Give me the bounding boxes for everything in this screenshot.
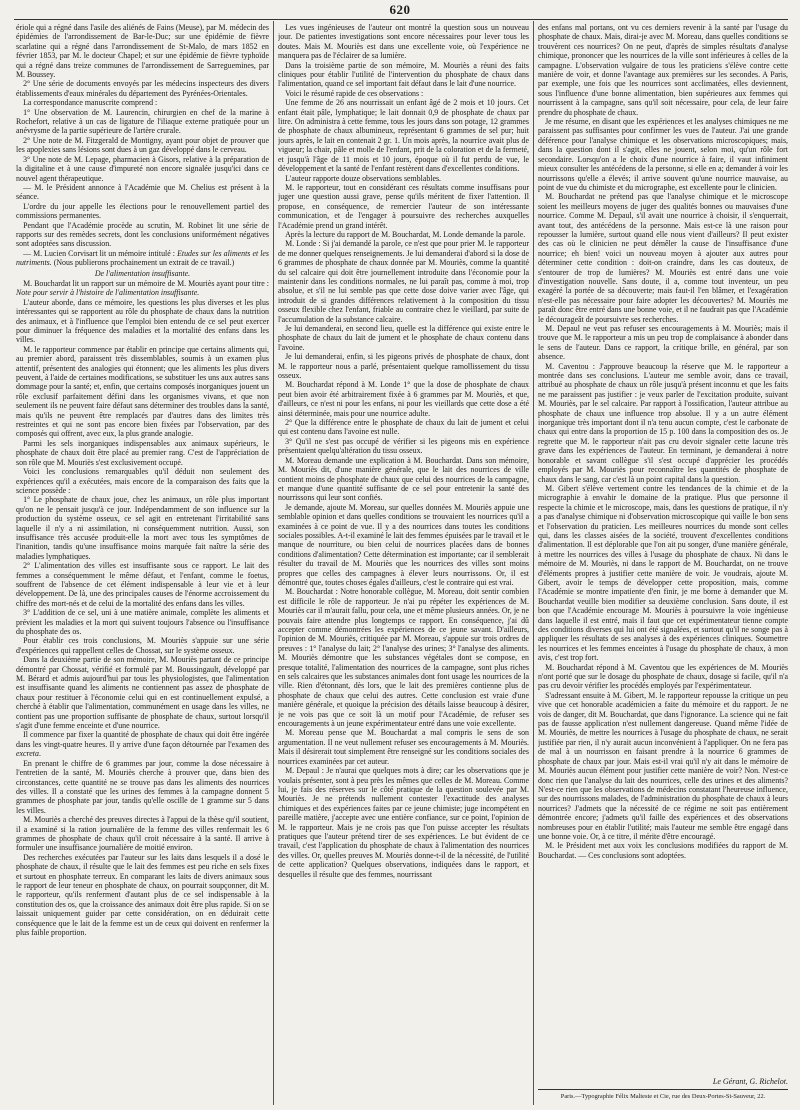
paragraph: Parmi les sels inorganiques indispensables aux animaux supérieurs, le phosphate de chaux doit être placé au premier rang. C'est de l'appréciation de son rôle que M. Mouriès s'est exclusivement occupé.	[16, 438, 269, 467]
paragraph: Une femme de 26 ans nourrissait un enfant âgé de 2 mois et 10 jours. Cet enfant était pâle, lymphatique; le lait donnait 0,9 de phosphate de chaux par litre. On administra à cette femme, tous les jours dans son potage, 12 grammes de phosphate de chaux albumineux, représentant 6 grammes de sel pur; huit jours après, le lait en contenait 2 gr. 1. Un mois après, la nourrice avait plus de vigueur; la chair, pâle et molle de l'enfant, prit de la coloration et de la fermeté, et jusqu'à l'âge de 11 mois et 10 jours, époque où il fut perdu de vue, le développement et la santé de l'enfant restèrent dans d'excellentes conditions.	[278, 98, 529, 174]
paragraph: 1° Une observation de M. Laurencin, chirurgien en chef de la marine à Rochefort, relative à un cas de ligature de l'iliaque externe pratiquée pour un anévrysme de la partie supérieure de l'artère crurale.	[16, 107, 269, 136]
paragraph: 2° Une série de documents envoyés par les médecins inspecteurs des divers établissements d'eaux minérales du département des Pyrénées-Orientales.	[16, 79, 269, 98]
paragraph: Je me résume, en disant que les expériences et les analyses chimiques ne me paraissent pas suffisantes pour confirmer les vues de l'auteur. J'ai une grande déférence pour l'analyse chimique et les observations microscopiques; mais, dans la question dont il s'agit, elles ne jouent, selon moi, qu'un rôle fort secondaire. Lorsqu'on a le choix d'une nourrice à faire, il vaut infiniment mieux consulter les antécédens de la personne, si elle en a; demander à voir les nourrissons qu'elle a élevés; il arrive souvent qu'une nourrice mauvaise, au point de vue du chimiste et du micrographe, est excellente pour le clinicien.	[538, 117, 788, 192]
paragraph: S'adressant ensuite à M. Gibert, M. le rapporteur repousse la critique un peu vive que cet honorable académicien a faite du mémoire et du rapport. Je ne vois de danger, dit M. Bouchardat, que dans l'ignorance. La science qui ne fait pas de fausse application n'est nullement dangereuse. Quand même l'idée de M. Mouriès, de mettre les nourrices à l'usage du phosphate de chaux, ne serait justifiée par rien, il n'y aurait aucun inconvénient à l'appliquer. On ne fera pas de mal à un nourrisson en faisant prendre à la nourrice 6 grammes de phosphate de chaux par jour. Mais est-il vrai qu'il n'y ait dans le mémoire de M. Mouriès aucun élément pour justifier cette manière de voir? Non. N'est-ce donc rien que l'analyse du lait des nourrices, celle des urines et des aliments? N'est-ce rien que les observations de médecins constatant l'heureuse influence, sur des nourrissons malades, de l'administration du phosphate de chaux à leurs nourrices? J'admets que la nécessité de ce régime ne soit pas entièrement démontrée encore; j'admets qu'il faille des expériences et des observations nombreuses pour en établir l'utilité; mais l'auteur me semble être engagé dans une bonne voie. Or, à ce titre, il mérite d'être encouragé.	[538, 690, 788, 841]
paragraph-text: Il commence par fixer la quantité de phosphate de chaux qui doit être ingérée dans les vingt-quatre heures. Il y arrive d'une façon détournée par l'examen des	[16, 730, 269, 749]
paragraph: M. Moreau pense que M. Bouchardat a mal compris le sens de son argumentation. Il ne veut nullement refuser ses encouragements à M. Mouriès. Mais il désirerait tout simplement être renseigné sur les conditions sociales des nourrices examinées par cet auteur.	[278, 728, 529, 766]
paragraph: M. le Président met aux voix les conclusions modifiées du rapport de M. Bouchardat. — Ces conclusions sont adoptées.	[538, 841, 788, 860]
paragraph: — M. le Président annonce à l'Académie que M. Chelius est présent à la séance.	[16, 182, 269, 202]
paragraph: M. Moreau demande une explication à M. Bouchardat. Dans son mémoire, M. Mouriès dit, d'une manière générale, que le lait des nourrices de ville contient moins de phosphate de chaux que celui des nourrices de la campagne, et manque d'une quantité suffisante de ce sel pour entretenir la santé des nourrissons qui leur sont confiés.	[278, 455, 529, 503]
paragraph: M. le rapporteur commence par établir en principe que certains aliments qui, au premier abord, paraissent très dissemblables, soumis à un examen plus attentif, présentent des analogies qui étonnent; que les aliments les plus divers peuvent, à l'aide de certaines modifications, se substituer les uns aux autres sans dommage pour la santé; et, enfin, que certains composés inorganiques jouent un rôle exclusif parfaitement défini dans les organismes vivans, et que non seulement ils ne peuvent faire défaut sans déterminer des troubles dans la santé, mais qu'ils ne peuvent être remplacés par d'autres dans des limites très restreintes et qui ne sont pas encore bien fixées par l'observation, par des composés qui offrent, avec eux, la plus grande analogie.	[16, 344, 269, 439]
paragraph: Je lui demanderai, enfin, si les pigeons privés de phosphate de chaux, dont M. le rapporteur nous a parlé, présentaient quelque ramollissement du tissu osseux.	[278, 352, 529, 381]
paragraph: L'ordre du jour appelle les élections pour le renouvellement partiel des commissions permanentes.	[16, 201, 269, 221]
paragraph-text: .	[38, 749, 41, 759]
paragraph: 2° Que la différence entre le phosphate de chaux du lait de jument et celui qui est contenu dans l'avoine est nulle.	[278, 418, 529, 437]
paragraph: M. le rapporteur, tout en considérant ces résultats comme insuffisans pour juger une question aussi grave, pense qu'ils méritent de fixer l'attention. Il propose, en conséquence, de remercier l'auteur de son intéressante communication, et de l'engager à poursuivre des recherches auxquelles l'Académie prend un grand intérêt.	[278, 182, 529, 230]
paragraph-text: (Nous publierons prochainement un extrait de ce travail.)	[51, 258, 235, 268]
paragraph: M. Depaul : Je n'aurai que quelques mots à dire; car les observations que je voulais présenter, sont à peu près les mêmes que celles de M. Moreau. Comme lui, je fais des réserves sur le côté pratique de la question soulevée par M. Mouriès. Je ne prétends nullement contester l'exactitude des analyses chimiques et des expériences faites par ce jeune chimiste; juge incompétent en pareille matière, j'accepte avec une entière confiance, sur ce point, l'opinion de M. le rapporteur. Mais je ne crois pas que l'on puisse accepter les résultats pratiques que l'auteur prétend tirer de ses expériences. Le but évident de ce travail, c'est l'application du phosphate de chaux à l'alimentation des nourrices des villes. Or, quelles preuves M. Mouriès donne-t-il de la nécessité, de l'utilité de cette application? Quelques observations, indiquées dans le rapport, et desquelles il résulte que des femmes, nourrissant	[278, 766, 529, 879]
memoir-title: Note pour servir à l'histoire de l'alimentation insuffisante.	[16, 288, 200, 298]
paragraph: Dans la deuxième partie de son mémoire, M. Mouriès partant de ce principe démontré par Chossat, vérifié et formulé par M. Boussingault, développé par M. Bérard et admis aujourd'hui par tous les physiologistes, que l'alimentation est insuffisante quand les aliments ne contiennent pas assez de phosphate de chaux pour restituer à l'économie celui qui en est continuellement expulsé, a cherché à établir que l'alimentation, communément en usage dans les villes, ne contient pas une proportion suffisante de phosphate de chaux, surtout lorsqu'il s'agit d'une femme enceinte et d'une nourrice.	[16, 655, 269, 731]
paragraph: Pendant que l'Académie procède au scrutin, M. Robinet lit une série de rapports sur des remèdes secrets, dont les conclusions uniformément négatives sont adoptées sans discussion.	[16, 220, 269, 249]
paragraph: 2° Une note de M. Fitzgerald de Montigny, ayant pour objet de prouver que les apoplexies sans lésions sont dues à un gaz développé dans le cerveau.	[16, 135, 269, 155]
paragraph: En prenant le chiffre de 6 grammes par jour, comme la dose nécessaire à l'entretien de la santé, M. Mouriès cherche à prouver que, dans bien des circonstances, cette quantité ne se trouve pas dans les aliments des nourrices des villes. Il a constaté que les urines des femmes à la campagne donnent 5 grammes de phosphate par jour, tandis qu'elle oscille de 1 gramme sur 5 dans les villes.	[16, 758, 269, 815]
paragraph-text: M. Bouchardat lit un rapport sur un mémoire de M. Mouriès ayant pour titre :	[23, 278, 269, 288]
paragraph	[16, 279, 269, 298]
paragraph: Voici le résumé rapide de ces observations :	[285, 88, 424, 98]
header-rule	[14, 19, 788, 20]
paragraph: M. Bouchardat : Notre honorable collègue, M. Moreau, doit sentir combien est difficile le rôle de rapporteur. Je n'ai pu répéter les expériences de M. Mouriès car il m'aurait fallu, pour cela, une et même plusieurs années. Or, je ne pouvais faire attendre plus longtemps ce rapport. En conséquence, j'ai dû accepter comme démontrées les expériences de ce jeune savant. D'ailleurs, l'opinion de M. Mouriès, critiquée par M. Moreau, s'appuie sur trois ordres de preuves : 1° l'analyse du lait; 2° l'analyse des urines; 3° l'analyse des aliments. M. Mouriès démontre que les substances végétales dont se compose, en presque totalité, l'alimentation des nourrices de la campagne, sont plus riches en sels calcaires que les substances animales dont font usage les nourrices de la ville. Rien d'étonnant, dès lors, que le lait des premières contienne plus de phosphate de chaux que celui des autres. Cette conclusion est vraie d'une manière générale, et quoique la précision des détails laisse beaucoup à désirer, je ne vois pas que ce soit là un motif pour l'Académie, de refuser ses encouragements à un jeune expérimentateur entré dans une voie excellente.	[278, 587, 529, 729]
paragraph-text: — M. Lucien Corvisart lit un mémoire intitulé :	[23, 248, 178, 258]
paragraph: M. Bouchardat répond à M. Londe 1° que la dose de phosphate de chaux peut bien avoir été arbitrairement fixée à 6 grammes par M. Mouriès, et que, d'ailleurs, ce n'est ni pour les enfans, ni pour les vieillards que cette dose a été ainsi déterminée, mais pour une nourrice adulte.	[278, 380, 529, 418]
column-3	[538, 23, 788, 1075]
paragraph: 3° Qu'il ne s'est pas occupé de vérifier si les pigeons mis en expérience présentaient quelqu'altération du tissu osseux.	[278, 436, 529, 456]
paragraph: M. Bouchardat répond à M. Caventou que les expériences de M. Mouriès n'ont porté que sur le dosage du phosphate de chaux, dosage si facile, qu'il n'a pas cru devoir vérifier les procédés employés par l'expérimentateur.	[538, 662, 788, 691]
paragraph: M. Depaul ne veut pas refuser ses encouragements à M. Mouriès; mais il trouve que M. le rapporteur a mis un peu trop de complaisance à abonder dans le sens de l'auteur. Dans ce rapport, la critique brille, en général, par son absence.	[538, 324, 788, 362]
column-1	[16, 23, 269, 1105]
paragraph: Je lui demanderai, en second lieu, quelle est la différence qui existe entre le phosphate de chaux du lait de jument et le phosphate de chaux contenu dans l'avoine.	[278, 324, 529, 352]
column-2	[278, 23, 529, 1105]
editor-signature: Le Gérant, G. Richelot.	[712, 1077, 788, 1086]
footer-rule	[538, 1089, 788, 1090]
paragraph: Les vues ingénieuses de l'auteur ont montré la question sous un nouveau jour. De patientes investigations sont encore nécessaires pour lever tous les doutes. Mais M. Mouriès est dans une excellente voie, où l'expérience ne manquera pas de l'éclairer de sa lumière.	[278, 23, 529, 61]
paragraph: La correspondance manuscrite comprend :	[23, 98, 158, 108]
paragraph	[16, 730, 269, 758]
paragraph: M. Mouriès a cherché des preuves directes à l'appui de la thèse qu'il soutient, il a examiné si la ration journalière de la femme des villes renfermait les 6 grammes de phosphate de chaux qu'il croit nécessaire à la santé. Il arrive à formuler une insuffisance journalière de moitié environ.	[16, 815, 269, 853]
paragraph: 2° L'alimentation des villes est insuffisante sous ce rapport. Le lait des femmes a conséquemment le même défaut, et l'enfant, comme le foetus, souffrent de l'absence de cet élément indispensable à leur vie et à leur développement. De là, une des principales causes de l'énorme accroissement du chiffre des mort-nés et de celui de la mortalité des enfans dans les villes.	[16, 561, 269, 608]
memoir-title: Etudes sur les aliments et les nutriments.	[16, 248, 269, 268]
paragraph: Voici les conclusions remarquables qu'il déduit non seulement des expériences qu'il a exécutées, mais encore de la comparaison des faits que la science possède :	[16, 467, 269, 495]
paragraph: M. Bouchardat ne prétend pas que l'analyse chimique et le microscope soient les meilleurs moyens de juger des qualités bonnes ou mauvaises d'une nourrice. Comme M. Depaul, s'il avait une nourrice à choisir, il s'enquerrait, avant tout, des antécédens de la personne. Mais est-ce là une raison pour repousser la lumière, surtout quand elle nous vient d'ailleurs? Il peut exister des cas où le clinicien ne peut démêler la cause de l'insuffisance d'une nourrice; eh bien! voici un nouveau moyen à ajouter aux autres pour déterminer cette condition : doit-on craindre, dans les cas douteux, de s'entourer de trop de lumières? M. Mouriès est entré dans une voie d'investigation nouvelle. Sans doute, il a, comme tout inventeur, un peu exagéré la portée de sa découverte; mais faut-il l'en blâmer, et l'exagération n'est-elle pas nécessaire pour faire adopter les découvertes? M. Mouriès me paraît donc être entré dans une bonne voie, et il ne faudrait pas que l'Académie le décourageât de poursuivre ses recherches.	[538, 192, 788, 324]
paragraph: Dans la troisième partie de son mémoire, M. Mouriès a réuni des faits cliniques pour établir l'utilité de l'intervention du phosphate de chaux dans l'alimentation, quand ce sel important fait défaut dans le lait d'une nourrice.	[278, 60, 529, 89]
paragraph: M. Caventou : J'approuve beaucoup la réserve que M. le rapporteur a montrée dans ses conclusions. L'auteur me semble avoir, dans ce travail, attribué au phosphate de chaux un rôle jusqu'à présent inconnu et que les faits ne me paraissent pas justifier : je veux parler de l'excitation produite, suivant M. Mouriès, par le sel calcaire. Par rapport à l'ossification, l'auteur attribue au phosphate de chaux une influence trop absolue. Il y a un autre élément inorganique très important dont il n'a tenu aucun compte, c'est le carbonate de chaux qui entre dans la proportion de 15 p. 100 dans la composition des os. Je regrette que M. le rapporteur n'ait pas cru devoir signaler cette lacune très grave dans les expériences de l'auteur. En terminant, je demanderai à notre honorable et savant collègue s'il s'est occupé d'apprécier les procédés employés par M. Mouriès pour reconnaître les quantités de phosphate de chaux dans le sang, car c'est là un point capital dans la question.	[538, 361, 788, 484]
italic-term: excreta	[16, 749, 39, 759]
paragraph: L'auteur aborde, dans ce mémoire, les questions les plus diverses et les plus intéressantes qui se rapportent au rôle du phosphate de chaux dans la nutrition des animaux, et à l'influence que l'emploi bien entendu de ce sel peut exercer pour diminuer la fréquence des maladies et la mortalité des enfans dans les villes.	[16, 297, 269, 345]
column-rule	[533, 21, 534, 1105]
paragraph: M. Gibert s'élève vertement contre les tendances de la chimie et de la micrographie à envahir le domaine de la pratique. Plus que personne il respecte la chimie et le microscope, mais, dans les questions de pratique, il n'y a pas d'analyse chimique ni d'observation microscopique qui vaille le bon sens et l'observation du praticien. Les meilleures nourrices du monde sont celles qui, dans les classes aisées de la société, trouvent d'excellentes conditions d'alimentation. Il est déplorable que l'on ait pu songer, d'une manière générale, à mettre les nourrices des villes à l'usage du phosphate de chaux. Ni dans le mémoire de M. Mouriès, ni dans le rapport de M. Bouchardat, on ne trouve d'éléments propres à justifier cette manière de voir. Je voudrais, ajoute M. Gibert, avoir le temps de développer cette proposition, mais, comme l'Académie se montre impatiente d'en finir, je me borne à demander que M. Bouchardat veuille bien modifier sa deuxième conclusion. Sans doute, il est bon que l'Académie encourage M. Mouriès à poursuivre la voie ingénieuse dans laquelle il est entré, mais il faut que cet expérimentateur tienne compte des conditions diverses qui lui ont été signalées, et surtout qu'il ne songe pas à appliquer les résultats de ses analyses à des expériences cliniques. Soumettre les nourrices et les femmes enceintes à l'usage du phosphate de chaux, à mon avis, c'est trop fort.	[538, 483, 788, 663]
paragraph: 3° Une note de M. Lepage, pharmacien à Gisors, relative à la préparation de la digitaline et à une cause d'impureté non encore signalée jusqu'ici dans ce nouvel agent thérapeutique.	[16, 154, 269, 183]
paragraph: 1° Le phosphate de chaux joue, chez les animaux, un rôle plus important qu'on ne le pensait jusqu'à ce jour. Indépendamment de son influence sur la production du système osseux, ce sel agit en entretenant l'irritabilité sans laquelle il n'y a ni assimilation, ni conséquemment nutrition. Aussi, son insuffisance très accusée produit-elle la mort avec tous les symptômes de l'inanition, tandis qu'une insuffisance moins marquée fait naître la série des maladies lymphatiques.	[16, 495, 269, 561]
paragraph: 3° L'addition de ce sel, uni à une matière animale, complète les aliments et prévient les maladies et la mort qui suivent toujours l'absence ou l'insuffisance du phosphate des os.	[16, 608, 269, 636]
paragraph: des enfans mal portans, ont vu ces derniers revenir à la santé par l'usage du phosphate de chaux. Mais, dirai-je avec M. Moreau, dans quelles conditions se trouvèrent ces nourrices? On ne peut, d'après de simples résultats d'analyse chimique, prononcer que les nourrices de la ville sont inférieures à celles de la campagne. L'observation vulgaire de tous les praticiens s'élève contre cette manière de voir, et donne l'avantage aux premières sur les secondes. A Paris, par exemple, une fois que les nourrices sont acclimatées, elles deviennent, sous l'influence d'une bonne alimentation, bien supérieures aux femmes qui nourrissent à la campagne, sans qu'il soit nécessaire, pour cela, de leur faire prendre du phosphate de chaux.	[538, 23, 788, 117]
printer-imprint: Paris.—Typographie Félix Malteste et Cie, rue des Deux-Portes-St-Sauveur, 22.	[560, 1093, 766, 1100]
paragraph	[16, 249, 269, 268]
paragraph: Des recherches exécutées par l'auteur sur les laits dans lesquels il a dosé le phosphate de chaux, il résulte que le lait des femmes est peu riche en sels fixes et surtout en phosphate terreux. En comparant les laits de divers animaux sous le rapport de leur teneur en phosphate de chaux, on pourrait soupçonner, dit M. le rapporteur, qu'ils renferment d'autant plus de ce sel indispensable à la constitution des os, que la croissance des animaux doit être plus rapide. Si on se laissait uniquement guider par cette considération, on en déduirait cette conséquence que le lait de la femme est un de ceux qui doivent en renfermer la plus faible proportion.	[16, 852, 269, 937]
paragraph: Après la lecture du rapport de M. Bouchardat, M. Londe demande la parole.	[285, 229, 526, 239]
paragraph: L'auteur rapporte douze observations semblables.	[285, 173, 442, 183]
page-number: 620	[389, 2, 411, 17]
paragraph: M. Londe : Si j'ai demandé la parole, ce n'est que pour prier M. le rapporteur de me donner quelques renseignements. Je lui demanderai d'abord si la dose de 6 grammes de phosphate de chaux donnée par M. Mouriès, comme la quantité du sel calcaire qui doit être journellement introduite dans l'économie pour la maintenir dans les conditions normales, ne lui paraît pas, comme à moi, trop absolue, et s'il ne lui semble pas que cette dose doive varier avec l'âge, qui introduit de si grandes différences relativement à la composition du tissu osseux flexible chez l'enfant, friable au contraire chez le vieillard, par suite de l'accumulation de la substance calcaire.	[278, 239, 529, 324]
paragraph: Je demande, ajoute M. Moreau, sur quelles données M. Mouriès appuie une semblable opinion et dans quelles conditions se trouvaient les nourrices qu'il a examinées à ce point de vue. Il y a des nourrices dans toutes les conditions sociales possibles. A-t-il examiné le lait des femmes épuisées par le travail et le manque de nourriture, ou bien celui de nourrices placées dans de bonnes conditions d'alimentation? Cette détermination est importante; car il semblerait résulter du travail de M. Mouriès que les nourrices des villes sont moins propres que celles des campagnes à élever leurs nourrissons. Or, il est démontré que, toutes choses égales d'ailleurs, c'est le contraire qui est vrai.	[278, 502, 529, 587]
column-rule	[273, 21, 274, 1105]
section-heading: De l'alimentation insuffisante.	[94, 268, 191, 278]
paragraph: ériole qui a régné dans l'asile des aliénés de Fains (Meuse), par M. médecin des épidémies de l'arrondissement de Bar-le-Duc; sur une épidémie de fièvre scarlatine qui a régné dans l'arrondissement de St-Malo, de mars 1852 en février 1853, par M. le docteur Chapel; et sur une épidémie de fièvre typhoïde qui a régné dans treize communes de l'arrondissement de Sarreguemines, par M. Boussey.	[16, 23, 269, 80]
paragraph: Pour établir ces trois conclusions, M. Mouriès s'appuie sur une série d'expériences qui rappellent celles de Chossat, sur le système osseux.	[16, 636, 269, 655]
